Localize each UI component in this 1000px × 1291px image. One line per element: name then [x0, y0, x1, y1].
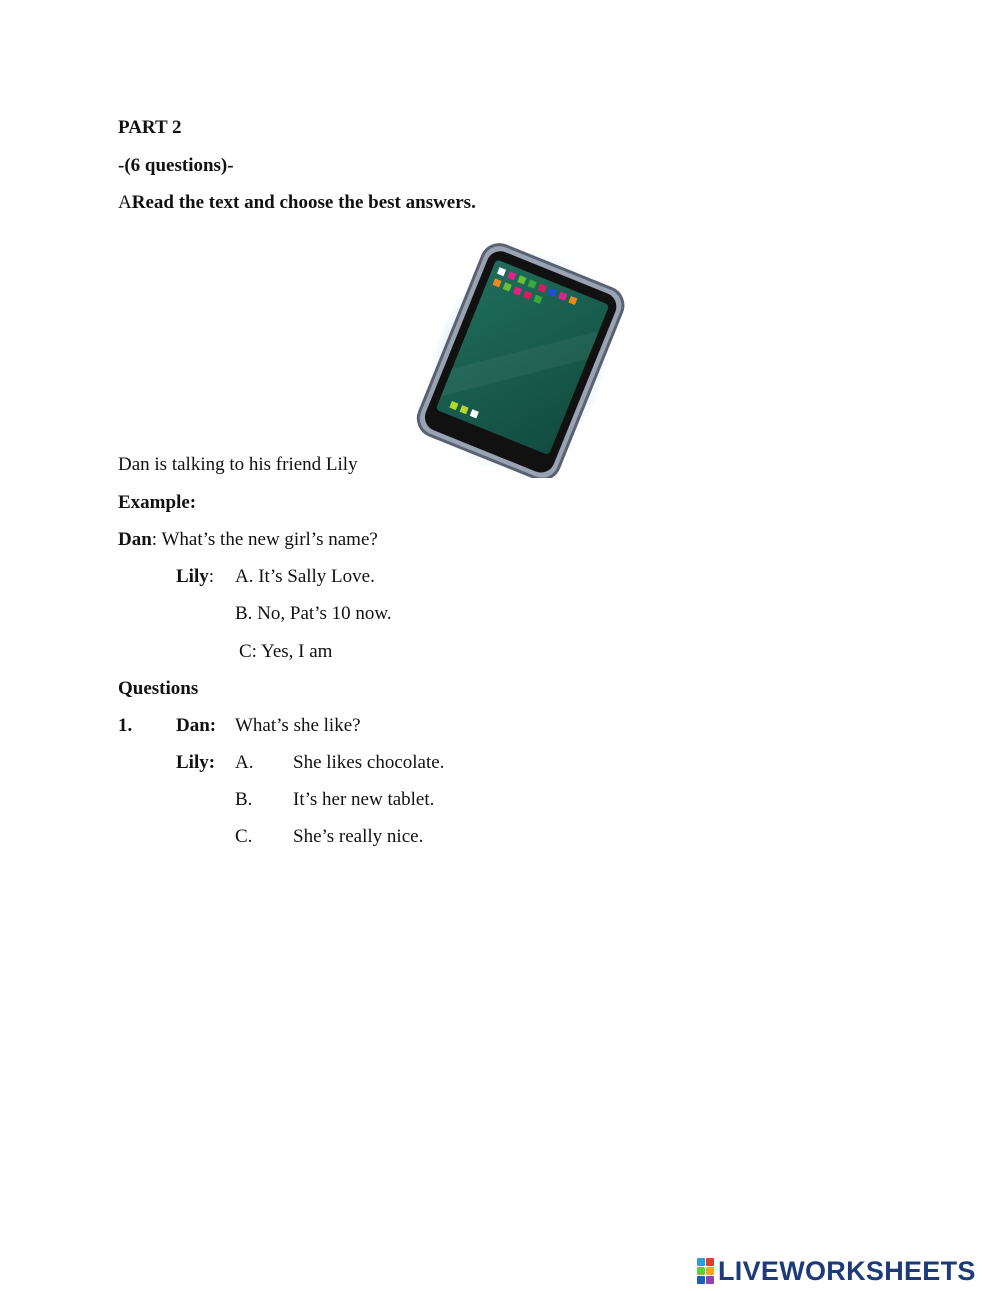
question-speaker-dan: Dan:	[176, 715, 217, 736]
question-number: 1.	[118, 715, 133, 736]
instruction: ARead the text and choose the best answers.	[118, 192, 476, 213]
option-a-text[interactable]: She likes chocolate.	[293, 752, 445, 773]
logo-square	[706, 1276, 714, 1284]
logo-square	[706, 1267, 714, 1275]
option-b-text[interactable]: It’s her new tablet.	[293, 789, 435, 810]
logo-square	[697, 1267, 705, 1275]
example-question: Dan: What’s the new girl’s name?	[118, 529, 378, 550]
example-option-c: C: Yes, I am	[239, 641, 333, 662]
questions-heading: Questions	[118, 678, 199, 699]
question-speaker-lily: Lily:	[176, 752, 216, 773]
option-b-letter: B.	[235, 789, 253, 810]
logo-text: LIVEWORKSHEETS	[718, 1255, 976, 1286]
example-speaker-lily: Lily:	[176, 566, 215, 587]
example-option-b: B. No, Pat’s 10 now.	[235, 603, 392, 624]
question-count: -(6 questions)-	[118, 155, 234, 176]
liveworksheets-logo	[697, 1256, 976, 1286]
part-title: PART 2	[118, 117, 182, 138]
option-c-text[interactable]: She’s really nice.	[293, 826, 424, 847]
example-heading: Example:	[118, 492, 197, 513]
logo-square	[697, 1258, 705, 1266]
example-option-a: A. It’s Sally Love.	[235, 566, 375, 587]
question-text: What’s she like?	[235, 715, 361, 736]
dialogue-intro: Dan is talking to his friend Lily	[118, 454, 358, 475]
logo-mark-icon	[697, 1258, 714, 1284]
tablet-icon	[396, 242, 636, 478]
option-a-letter: A.	[235, 752, 254, 773]
logo-square	[697, 1276, 705, 1284]
logo-square	[706, 1258, 714, 1266]
option-c-letter: C.	[235, 826, 253, 847]
